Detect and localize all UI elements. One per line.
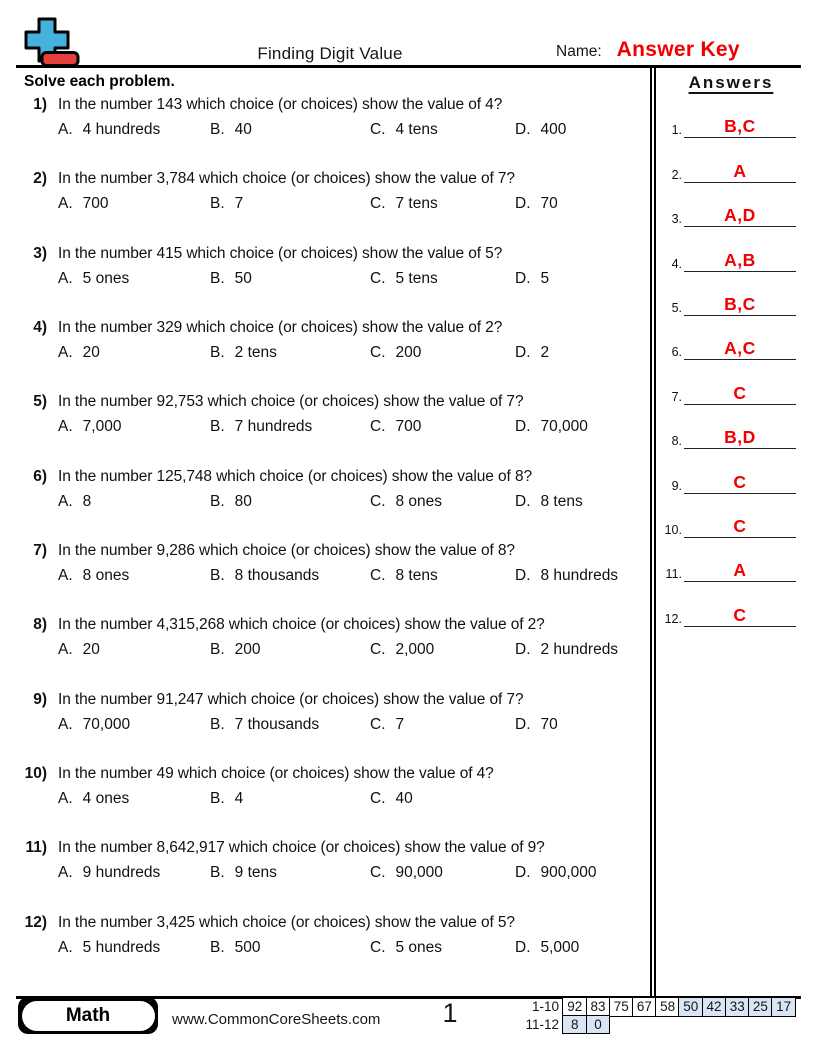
choice [210, 270, 370, 288]
choice-text: 7 tens [395, 195, 438, 213]
choice-text: 9 tens [234, 864, 277, 882]
choice-letter: B. [210, 715, 225, 733]
answer-number: 8. [671, 434, 682, 449]
choice-letter: C. [370, 567, 386, 585]
score-cell: 25 [748, 997, 773, 1017]
question-number: 5) [33, 393, 47, 411]
answer-number: 2. [671, 167, 682, 182]
score-cell: 67 [632, 997, 657, 1017]
answer-blank-line [684, 294, 796, 316]
score-cell: 75 [609, 997, 634, 1017]
choice [58, 864, 210, 882]
answer-number: 7. [671, 389, 682, 404]
subject-label: Math [22, 1001, 155, 1031]
choice [515, 418, 651, 436]
choice-letter: A. [58, 269, 73, 287]
answers-list [656, 94, 806, 627]
question-block [17, 616, 651, 690]
question-block [17, 319, 651, 393]
choice-letter: D. [515, 344, 531, 362]
choice-text: 40 [395, 790, 413, 808]
choice-text: 700 [82, 195, 109, 213]
question-line [17, 839, 651, 857]
question-text: In the number 92,753 which choice (or choices) show the value of 7? [58, 393, 524, 411]
answer-key-label: Answer Key [616, 38, 740, 61]
choice [370, 121, 515, 139]
choice-letter: C. [370, 269, 386, 287]
question-block [17, 839, 651, 913]
choice [370, 864, 515, 882]
answer-blank-line [684, 250, 796, 272]
answer-value: B,C [724, 116, 756, 137]
choice-letter: C. [370, 864, 386, 882]
question-number: 11) [25, 839, 47, 857]
choice-text: 70 [540, 195, 558, 213]
answer-row [656, 449, 806, 493]
choice [370, 641, 515, 659]
question-block [17, 96, 651, 170]
choices-row [58, 939, 651, 957]
question-line [17, 542, 651, 560]
question-block [17, 914, 651, 988]
answer-value: B,D [724, 427, 756, 448]
question-number: 9) [33, 690, 47, 708]
answers-panel [656, 67, 806, 996]
choice-text: 80 [234, 492, 252, 510]
question-line [17, 96, 651, 114]
choice [58, 344, 210, 362]
question-text: In the number 3,425 which choice (or choices) show the value of 5? [58, 913, 515, 931]
choice-letter: B. [210, 567, 225, 585]
choices-row [58, 493, 651, 511]
name-row [556, 38, 740, 62]
choice-text: 8 hundreds [540, 567, 619, 585]
choice [58, 493, 210, 511]
choice-text: 20 [82, 641, 100, 659]
answer-value: A [733, 560, 747, 581]
page-number: 1 [442, 998, 458, 1028]
choice-text: 8 [82, 492, 92, 510]
answer-blank-line [684, 472, 796, 494]
choices-row [58, 641, 651, 659]
choice-text: 70 [540, 715, 558, 733]
choice [515, 939, 651, 957]
choice-text: 70,000 [540, 418, 588, 436]
answer-row [656, 582, 806, 626]
score-cell: 50 [678, 997, 703, 1017]
answer-number: 10. [664, 522, 682, 537]
choice [515, 344, 651, 362]
question-block [17, 542, 651, 616]
choice-letter: D. [515, 269, 531, 287]
question-number: 4) [33, 319, 47, 337]
question-text: In the number 125,748 which choice (or choices) show the value of 8? [58, 467, 532, 485]
choice-text: 5 ones [82, 269, 130, 287]
choice-text: 4 [234, 790, 244, 808]
choice-letter: A. [58, 121, 73, 138]
choice-text: 2 tens [234, 344, 277, 362]
choice [515, 716, 651, 734]
choice [370, 790, 515, 808]
choice [210, 121, 370, 139]
choices-row [58, 344, 651, 362]
choice-text: 5 tens [395, 269, 438, 287]
score-row-label: 1-10 [531, 999, 559, 1014]
choice-text: 8 tens [395, 567, 438, 585]
choice-text: 8 thousands [234, 567, 320, 585]
answer-number: 12. [664, 611, 682, 626]
choice [515, 493, 651, 511]
choice-letter: B. [210, 641, 225, 659]
questions-list [17, 96, 651, 988]
choice [210, 939, 370, 957]
score-cell: 58 [655, 997, 680, 1017]
answer-value: C [733, 604, 747, 625]
question-number: 1) [33, 96, 47, 113]
choice [515, 195, 651, 213]
choice-letter: D. [515, 418, 531, 436]
choice [58, 790, 210, 808]
answer-blank-line [684, 516, 796, 538]
choice-letter: A. [58, 195, 73, 213]
choice-letter: D. [515, 938, 531, 956]
answer-blank-line [684, 605, 796, 627]
choice-text: 400 [540, 121, 567, 138]
instructions-text: Solve each problem. [24, 73, 175, 90]
choice-letter: C. [370, 195, 386, 213]
score-cell: 92 [562, 997, 587, 1017]
choice [210, 195, 370, 213]
question-text: In the number 4,315,268 which choice (or choices) show the value of 2? [58, 616, 545, 634]
choice-letter: B. [210, 344, 225, 362]
answer-value: C [733, 515, 747, 536]
choice [58, 641, 210, 659]
score-row-label: 11-12 [525, 1016, 559, 1032]
choice-letter: A. [58, 715, 73, 733]
choice [210, 641, 370, 659]
question-text: In the number 8,642,917 which choice (or choices) show the value of 9? [58, 839, 545, 857]
question-line [17, 914, 651, 932]
choice [515, 567, 651, 585]
choice [58, 418, 210, 436]
choice [210, 493, 370, 511]
answer-number: 6. [671, 345, 682, 360]
answer-number: 5. [671, 300, 682, 315]
choice-text: 7 [234, 195, 244, 213]
choice [370, 195, 515, 213]
choice-letter: B. [210, 418, 225, 436]
answer-blank-line [684, 338, 796, 360]
choice [515, 121, 651, 139]
choice-text: 900,000 [540, 864, 597, 882]
answer-number: 3. [671, 212, 682, 227]
choices-row [58, 195, 651, 213]
choice-letter: C. [370, 938, 386, 956]
choices-row [58, 567, 651, 585]
choice-letter: C. [370, 344, 386, 362]
answer-value: B,C [724, 293, 756, 314]
choice-text: 2 hundreds [540, 641, 619, 659]
score-cell: 8 [562, 1015, 587, 1035]
choice-text: 8 ones [82, 567, 130, 585]
question-line [17, 393, 651, 411]
score-cell: 42 [702, 997, 727, 1017]
question-block [17, 393, 651, 467]
question-block [17, 468, 651, 542]
score-cell: 33 [725, 997, 750, 1017]
question-block [17, 170, 651, 244]
choice-letter: B. [210, 121, 225, 138]
question-block [17, 765, 651, 839]
answer-row [656, 227, 806, 271]
choice-letter: C. [370, 418, 386, 436]
choice [370, 344, 515, 362]
choice-text: 7 [395, 715, 405, 733]
choice-letter: B. [210, 790, 225, 808]
choice-text: 200 [395, 344, 422, 362]
answer-row [656, 316, 806, 360]
website-url: www.CommonCoreSheets.com [172, 1011, 381, 1028]
choice-text: 5,000 [540, 938, 580, 956]
answer-value: A,D [724, 205, 756, 226]
choice-letter: B. [210, 269, 225, 287]
answer-row [656, 183, 806, 227]
answers-title: Answers [688, 73, 774, 92]
choice-letter: A. [58, 567, 73, 585]
answer-number: 9. [671, 478, 682, 493]
choice-letter: D. [515, 715, 531, 733]
choice [58, 195, 210, 213]
question-text: In the number 49 which choice (or choices) show the value of 4? [58, 765, 494, 783]
choice [210, 567, 370, 585]
score-table [518, 997, 796, 1034]
question-text: In the number 91,247 which choice (or choices) show the value of 7? [58, 690, 524, 708]
choices-row [58, 790, 651, 808]
page-title: Finding Digit Value [257, 44, 403, 63]
choice-text: 5 [540, 269, 550, 287]
choice [210, 790, 370, 808]
score-cell: 0 [586, 1015, 611, 1035]
choice-text: 9 hundreds [82, 864, 161, 882]
choice-text: 2 [540, 344, 550, 362]
choice [58, 121, 210, 139]
choice-text: 90,000 [395, 864, 443, 882]
answer-value: C [733, 471, 747, 492]
answer-number: 1. [671, 123, 682, 138]
question-text: In the number 3,784 which choice (or choices) show the value of 7? [58, 170, 515, 188]
choice-text: 50 [234, 269, 252, 287]
question-text: In the number 415 which choice (or choices) show the value of 5? [58, 244, 503, 262]
question-number: 10) [24, 765, 47, 783]
subject-badge [18, 997, 158, 1034]
choice-letter: D. [515, 121, 531, 138]
question-text: In the number 329 which choice (or choices) show the value of 2? [58, 319, 503, 337]
answer-value: A,B [724, 249, 756, 270]
choices-row [58, 270, 651, 288]
question-text: In the number 143 which choice (or choices) show the value of 4? [58, 96, 503, 113]
question-block [17, 245, 651, 319]
choice-letter: A. [58, 790, 73, 808]
answer-row [656, 494, 806, 538]
question-line [17, 765, 651, 783]
question-block [17, 691, 651, 765]
score-row [518, 1015, 796, 1035]
choice-letter: A. [58, 938, 73, 956]
choice-text: 4 tens [395, 121, 438, 138]
name-label: Name: [556, 43, 602, 60]
question-text: In the number 9,286 which choice (or choices) show the value of 8? [58, 542, 515, 560]
choice-letter: C. [370, 641, 386, 659]
choice-text: 2,000 [395, 641, 435, 659]
choice-letter: B. [210, 492, 225, 510]
choice-letter: D. [515, 864, 531, 882]
choice [210, 344, 370, 362]
choice [515, 641, 651, 659]
choice-text: 20 [82, 344, 100, 362]
choice [210, 716, 370, 734]
question-number: 3) [33, 244, 47, 262]
score-cell: 83 [586, 997, 611, 1017]
question-number: 12) [24, 913, 47, 931]
answer-row [656, 94, 806, 138]
choice-letter: D. [515, 641, 531, 659]
choice [58, 716, 210, 734]
question-number: 2) [33, 170, 47, 188]
choice [58, 270, 210, 288]
answer-blank-line [684, 560, 796, 582]
answer-blank-line [684, 205, 796, 227]
choice-text: 7 hundreds [234, 418, 313, 436]
choice [210, 864, 370, 882]
answer-blank-line [684, 116, 796, 138]
choice [370, 270, 515, 288]
choice [58, 939, 210, 957]
answer-blank-line [684, 161, 796, 183]
choice-letter: B. [210, 938, 225, 956]
answer-row [656, 405, 806, 449]
choice [370, 567, 515, 585]
score-cell: 17 [771, 997, 796, 1017]
choice-text: 700 [395, 418, 422, 436]
choice-letter: A. [58, 344, 73, 362]
choice-letter: A. [58, 492, 73, 510]
choice-text: 7 thousands [234, 715, 320, 733]
choice [515, 270, 651, 288]
question-number: 8) [33, 616, 47, 634]
answer-number: 4. [671, 256, 682, 271]
choice-letter: C. [370, 492, 386, 510]
choice-text: 500 [234, 938, 261, 956]
choice-letter: A. [58, 418, 73, 436]
choice [210, 418, 370, 436]
choice-letter: A. [58, 641, 73, 659]
question-number: 7) [33, 542, 47, 560]
choice-text: 8 ones [395, 492, 443, 510]
answer-blank-line [684, 383, 796, 405]
choice-letter: B. [210, 864, 225, 882]
choice-text: 5 hundreds [82, 938, 161, 956]
choice-text: 7,000 [82, 418, 122, 436]
answer-row [656, 272, 806, 316]
question-line [17, 691, 651, 709]
choice-text: 5 ones [395, 938, 443, 956]
question-line [17, 245, 651, 263]
choice-letter: C. [370, 790, 386, 808]
choice-text: 4 hundreds [82, 121, 161, 138]
choice [58, 567, 210, 585]
score-row [518, 997, 796, 1017]
choice-letter: C. [370, 121, 386, 138]
choice-text: 200 [234, 641, 261, 659]
choice-letter: A. [58, 864, 73, 882]
question-line [17, 319, 651, 337]
question-line [17, 616, 651, 634]
answer-value: A [733, 160, 747, 181]
question-line [17, 468, 651, 486]
choice [370, 716, 515, 734]
choice [370, 418, 515, 436]
answer-blank-line [684, 427, 796, 449]
answer-row [656, 360, 806, 404]
choice [370, 939, 515, 957]
question-line [17, 170, 651, 188]
choice-letter: B. [210, 195, 225, 213]
choice-text: 70,000 [82, 715, 131, 733]
choices-row [58, 864, 651, 882]
choice-text: 8 tens [540, 492, 583, 510]
choice-letter: D. [515, 567, 531, 585]
choice-text: 40 [234, 121, 252, 138]
choice-letter: D. [515, 195, 531, 213]
question-number: 6) [33, 467, 47, 485]
choices-row [58, 418, 651, 436]
answer-value: C [733, 382, 747, 403]
choice-letter: D. [515, 492, 531, 510]
answer-row [656, 538, 806, 582]
answer-value: A,C [724, 338, 756, 359]
answer-number: 11. [665, 567, 682, 582]
choice [370, 493, 515, 511]
choice [515, 864, 651, 882]
choices-row [58, 121, 651, 139]
choices-row [58, 716, 651, 734]
answer-row [656, 138, 806, 182]
choice-letter: C. [370, 715, 386, 733]
choice-text: 4 ones [82, 790, 130, 808]
